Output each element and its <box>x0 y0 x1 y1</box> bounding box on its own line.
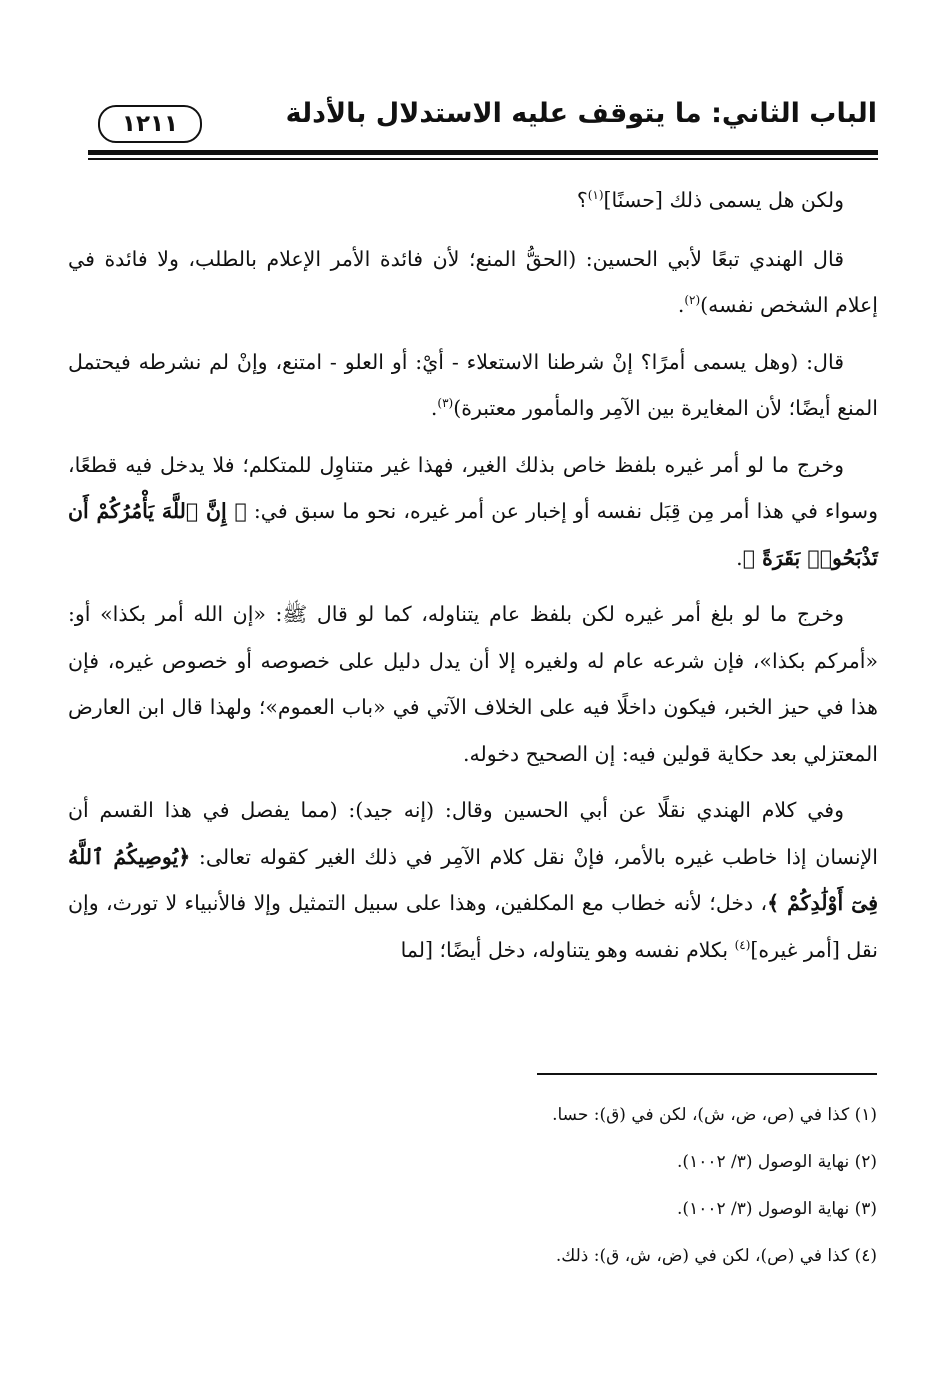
paragraph-2-tail: . <box>677 293 685 317</box>
paragraph-4-tail: . <box>736 545 743 570</box>
paragraph-5: وخرج ما لو بلغ أمر غيره لكن بلفظ عام يتناوله، كما لو قال ﷺ: «إن الله أمر بكذا» أو: «أمركم بكذا»، فإن شرعه عام له ولغيره إلا أن يدل دليل على خصوصه أو خصوص غيره، فإن هذا في حيز الخبر، فيكون داخلًا فيه على الخلاف الآتي في «باب العموم»؛ ولهذا قال ابن العارض المعتزلي بعد حكاية قولين فيه: إن الصحيح دخوله. <box>68 602 878 766</box>
footnote-1: (١) كذا في (ص، ض، ش)، لكن في (ق): حسا. <box>552 1105 877 1125</box>
header-rule-thin <box>88 158 878 160</box>
paragraph-3-tail: . <box>430 396 438 420</box>
paragraph-4 <box>68 442 878 582</box>
paragraph-3-text: قال: (وهل يسمى أمرًا؟ إنْ شرطنا الاستعلاء - أيْ: أو العلو - امتنع، وإنْ لم نشرطه فيحتمل المنع أيضًا؛ لأن المغايرة بين الآمِر والمأمور معتبرة) <box>68 349 878 420</box>
quran-verse-2: ﴿يُوصِيكُمُ ٱللَّهُ فِىٓ أَوْلَٰدِكُمْ ﴾ <box>68 844 879 915</box>
footnote-ref-1[interactable]: (١) <box>587 188 604 203</box>
paragraph-6-text-3: بكلام نفسه وهو يتناوله، دخل أيضًا؛ [لما <box>400 937 729 962</box>
footnote-4: (٤) كذا في (ص)، لكن في (ض، ش، ق): ذلك. <box>555 1246 877 1266</box>
footnote-ref-2[interactable]: (٢) <box>684 293 701 308</box>
footnote-separator <box>537 1073 877 1075</box>
header-rule-thick <box>88 150 878 155</box>
paragraph-1-tail: ؟ <box>576 188 588 212</box>
paragraph-3 <box>68 339 878 432</box>
main-text <box>68 177 878 983</box>
running-title: الباب الثاني: ما يتوقف عليه الاستدلال بالأدلة <box>285 98 877 129</box>
paragraph-6-text-2: ، دخل؛ لأنه خطاب مع المكلفين، وهذا على سبيل التمثيل وإلا فالأنبياء لا تورث، وإن نقل [أمر غيره] <box>68 891 878 962</box>
quran-verse-1: ﴿ إِنَّ ٱللَّهَ يَأْمُرُكُمْ أَن تَذْبَحُوا۟ بَقَرَةً ﴾ <box>68 499 878 570</box>
footnote-ref-3[interactable]: (٣) <box>437 396 454 411</box>
footnotes <box>67 1092 877 1280</box>
paragraph-1-text: ولكن هل يسمى ذلك [حسنًا] <box>603 188 844 212</box>
footnote-ref-4[interactable]: (٤) <box>734 937 751 952</box>
footnote-2: (٢) نهاية الوصول (٣/ ١٠٠٢). <box>677 1152 877 1172</box>
page-number: ١٢١١ <box>121 111 179 137</box>
paragraph-1 <box>68 177 878 224</box>
footnote-3: (٣) نهاية الوصول (٣/ ١٠٠٢). <box>677 1199 877 1219</box>
paragraph-2-text: قال الهندي تبعًا لأبي الحسين: (الحقُّ المنع؛ لأن فائدة الأمر الإعلام بالطلب، ولا فائدة في إعلام الشخص نفسه) <box>68 246 878 317</box>
paragraph-6 <box>68 787 878 973</box>
paragraph-6-text: وفي كلام الهندي نقلًا عن أبي الحسين وقال: (إنه جيد): (مما يفصل في هذا القسم أن الإنسان إذا خاطب غيره بالأمر، فإنْ نقل كلام الآمِر في ذلك الغير كقوله تعالى: <box>68 798 878 869</box>
paragraph-2 <box>68 236 878 329</box>
paragraph-4-text: وخرج ما لو أمر غيره بلفظ خاص بذلك الغير، فهذا غير متناوِل للمتكلم؛ فلا يدخل فيه قطعًا، وسواء في هذا أمر مِن قِبَل نفسه أو إخبار عن أمر غيره، نحو ما سبق في: <box>68 452 878 523</box>
